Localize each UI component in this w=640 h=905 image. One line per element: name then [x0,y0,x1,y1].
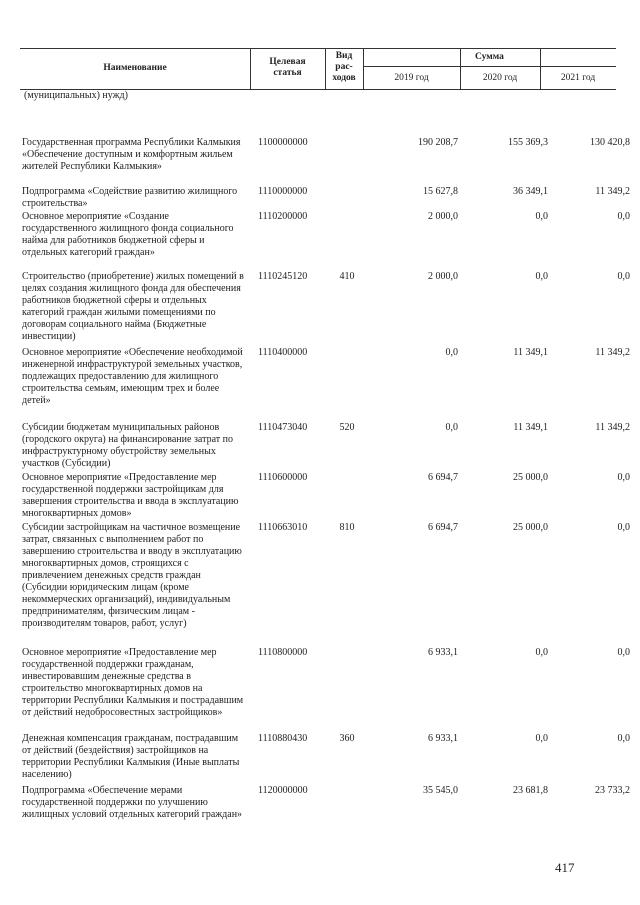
row-2020: 0,0 [535,211,548,222]
continuation-text: (муниципальных) нужд) [24,90,128,101]
row-code: 1110200000 [258,211,308,222]
row-code: 1100000000 [258,137,308,148]
row-2021: 0,0 [617,211,630,222]
page-number: 417 [555,860,575,875]
header-vid: Вид рас- ходов [332,51,356,83]
row-name: Основное мероприятие «Обеспечение необходимой инженерной инфраструктурой земельных участков, подлежащих предоставлению для жилищного строительства семьям, имеющим трех и более детей» [22,347,243,406]
row-2021: 11 349,2 [595,186,630,197]
row-code: 1110880430 [258,733,308,744]
header-2021: 2021 год [560,73,596,83]
header-2020: 2020 год [482,73,518,83]
row-2020: 36 349,1 [513,186,548,197]
row-2020: 0,0 [535,271,548,282]
row-name: Основное мероприятие «Предоставление мер государственной поддержки гражданам, инвестировавшим денежные средства в строительство многоквартирных домов на территории Республики Калмыкия и пострадавшим от действий недобросовестных застройщиков» [22,647,244,718]
row-2021: 11 349,2 [595,347,630,358]
row-2019: 2 000,0 [428,211,458,222]
header-code: Целевая статья [269,57,306,78]
row-code: 1110400000 [258,347,308,358]
row-2021: 0,0 [617,522,630,533]
row-2020: 0,0 [535,733,548,744]
row-2020: 155 369,3 [508,137,548,148]
row-name: Субсидии застройщикам на частичное возмещение затрат, связанных с выполнением работ по завершению строительства и вводу в эксплуатацию многоквартирных домов, строящихся с привлечением денежных средств граждан (Субсидии юридическим лицам (кроме некоммерческих организаций), индивидуальным предпринимателям, физическим лицам - производителям товаров, работ, услуг) [22,522,242,629]
row-name: Основное мероприятие «Предоставление мер государственной поддержки застройщикам для завершения строительства и ввода в эксплуатацию многоквартирных домов» [22,472,239,519]
row-vid: 520 [339,422,355,433]
header-sum: Сумма [475,52,504,62]
row-2019: 0,0 [445,422,458,433]
row-2020: 25 000,0 [513,522,548,533]
row-2020: 23 681,8 [513,785,548,796]
row-2021: 11 349,2 [595,422,630,433]
row-2021: 0,0 [617,733,630,744]
row-code: 1110245120 [258,271,308,282]
row-2019: 190 208,7 [418,137,458,148]
row-code: 1110000000 [258,186,308,197]
row-2020: 11 349,1 [513,347,548,358]
row-2019: 6 933,1 [428,647,458,658]
row-name: Денежная компенсация гражданам, пострадавшим от действий (бездействия) застройщиков на территории Республики Калмыкия (Иные выплаты населению) [22,733,240,780]
row-name: Основное мероприятие «Создание государственного жилищного фонда социального найма для работников бюджетной сферы и отдельных категорий граждан» [22,211,234,258]
row-2020: 11 349,1 [513,422,548,433]
row-2019: 6 694,7 [428,472,458,483]
row-2021: 23 733,2 [595,785,630,796]
row-2019: 6 694,7 [428,522,458,533]
row-vid: 360 [339,733,355,744]
row-code: 1110800000 [258,647,308,658]
row-2021: 0,0 [617,472,630,483]
row-name: Подпрограмма «Обеспечение мерами государственной поддержки по улучшению жилищных условий отдельных категорий граждан» [22,785,243,820]
header-2019: 2019 год [394,73,429,83]
row-name: Строительство (приобретение) жилых помещений в целях создания жилищного фонда для обеспечения работников бюджетной сферы и отдельных категорий граждан жилыми помещениями по договорам социального найма (Бюджетные инвестиции) [22,271,244,342]
row-2019: 6 933,1 [428,733,458,744]
row-2020: 0,0 [535,647,548,658]
row-2019: 15 627,8 [423,186,458,197]
row-2019: 35 545,0 [423,785,458,796]
header-name: Наименование [103,63,167,73]
row-2019: 2 000,0 [428,271,458,282]
row-2021: 130 420,8 [590,137,630,148]
row-vid: 810 [339,522,355,533]
table-header [20,48,616,90]
row-code: 1110473040 [258,422,308,433]
row-code: 1110600000 [258,472,308,483]
row-name: Субсидии бюджетам муниципальных районов (городского округа) на финансирование затрат по инфраструктурному обустройству земельных участков (Субсидии) [22,422,233,469]
row-2021: 0,0 [617,271,630,282]
row-code: 1120000000 [258,785,308,796]
row-2020: 25 000,0 [513,472,548,483]
row-name: Подпрограмма «Содействие развитию жилищного строительства» [22,186,238,209]
row-vid: 410 [339,271,355,282]
row-2021: 0,0 [617,647,630,658]
row-code: 1110663010 [258,522,308,533]
row-name: Государственная программа Республики Калмыкия «Обеспечение доступным и комфортным жильем жителей Республики Калмыкия» [22,137,241,172]
row-2019: 0,0 [445,347,458,358]
